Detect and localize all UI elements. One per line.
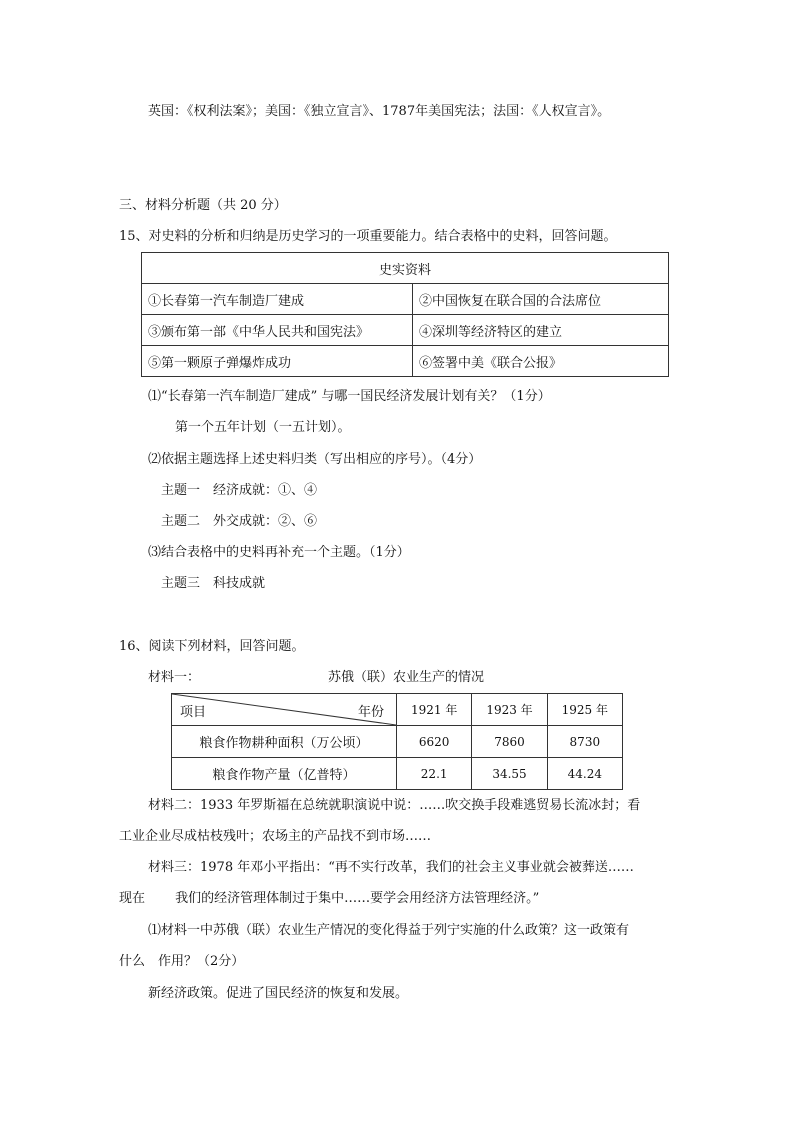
year-header: 1921 年 — [397, 694, 472, 726]
q15-answer-2-theme-1: 主题一 经济成就：①、④ — [161, 483, 318, 498]
table-cell: ④深圳等经济特区的建立 — [413, 315, 669, 346]
material-1-label: 材料一： — [148, 670, 201, 685]
material-1-title: 苏俄（联）农业生产的情况 — [328, 670, 485, 685]
q16-answer-1: 新经济政策。促进了国民经济的恢复和发展。 — [148, 986, 409, 1001]
table-row — [172, 758, 623, 790]
section-title: 三、材料分析题（共 20 分） — [119, 198, 287, 213]
diagonal-header-cell — [172, 694, 397, 726]
q15-subquestion-3: ⑶结合表格中的史料再补充一个主题。（1分） — [148, 545, 410, 560]
row-label: 粮食作物耕种面积（万公顷） — [172, 726, 397, 758]
table-cell: ②中国恢复在联合国的合法席位 — [413, 284, 669, 315]
table-header: 史实资料 — [142, 253, 669, 284]
table-cell: ⑤第一颗原子弹爆炸成功 — [142, 346, 413, 377]
q16-subquestion-1-line-1: ⑴材料一中苏俄（联）农业生产情况的变化得益于列宁实施的什么政策？这一政策有 — [148, 923, 630, 938]
question-15-stem: 15、对史料的分析和归纳是历史学习的一项重要能力。结合表格中的史料，回答问题。 — [119, 229, 617, 244]
table-cell: ①长春第一汽车制造厂建成 — [142, 284, 413, 315]
historical-facts-table — [141, 252, 669, 377]
q15-subquestion-2: ⑵依据主题选择上述史料归类（写出相应的序号）。（4分） — [148, 452, 482, 467]
table-cell: ③颁布第一部《中华人民共和国宪法》 — [142, 315, 413, 346]
header-year-label: 年份 — [357, 705, 384, 720]
previous-answer: 英国：《权利法案》；美国：《独立宣言》、1787年美国宪法；法国：《人权宣言》。 — [148, 104, 611, 119]
material-3-line-2: 现在 我们的经济管理体制过于集中……要学会用经济方法管理经济。” — [119, 891, 540, 906]
material-3-line-1: 材料三：1978 年邓小平指出：“再不实行改革，我们的社会主义事业就会被葬送…… — [148, 860, 634, 875]
table-row — [142, 346, 669, 377]
table-row — [142, 284, 669, 315]
question-16-stem: 16、阅读下列材料，回答问题。 — [119, 639, 305, 654]
year-header: 1925 年 — [547, 694, 622, 726]
table-cell: 6620 — [397, 726, 472, 758]
agriculture-table — [171, 693, 623, 790]
row-label: 粮食作物产量（亿普特） — [172, 758, 397, 790]
table-cell: 44.24 — [547, 758, 622, 790]
table-cell: ⑥签署中美《联合公报》 — [413, 346, 669, 377]
material-2-line-1: 材料二：1933 年罗斯福在总统就职演说中说：……吹交换手段难逃贸易长流冰封；看 — [148, 798, 641, 813]
table-cell: 34.55 — [472, 758, 547, 790]
q15-answer-2-theme-2: 主题二 外交成就：②、⑥ — [161, 514, 318, 529]
q15-subquestion-1: ⑴“长春第一汽车制造厂建成” 与哪一国民经济发展计划有关？（1分） — [148, 389, 551, 404]
table-cell: 8730 — [547, 726, 622, 758]
table-cell: 22.1 — [397, 758, 472, 790]
q15-answer-3: 主题三 科技成就 — [161, 576, 266, 591]
material-2-line-2: 工业企业尽成枯枝残叶；农场主的产品找不到市场…… — [119, 829, 432, 844]
q15-answer-1: 第一个五年计划（一五计划）。 — [175, 420, 351, 435]
q16-subquestion-1-line-2: 什么 作用？（2分） — [119, 954, 245, 969]
table-row — [172, 726, 623, 758]
year-header: 1923 年 — [472, 694, 547, 726]
header-project-label: 项目 — [180, 705, 207, 720]
table-row — [142, 315, 669, 346]
table-cell: 7860 — [472, 726, 547, 758]
